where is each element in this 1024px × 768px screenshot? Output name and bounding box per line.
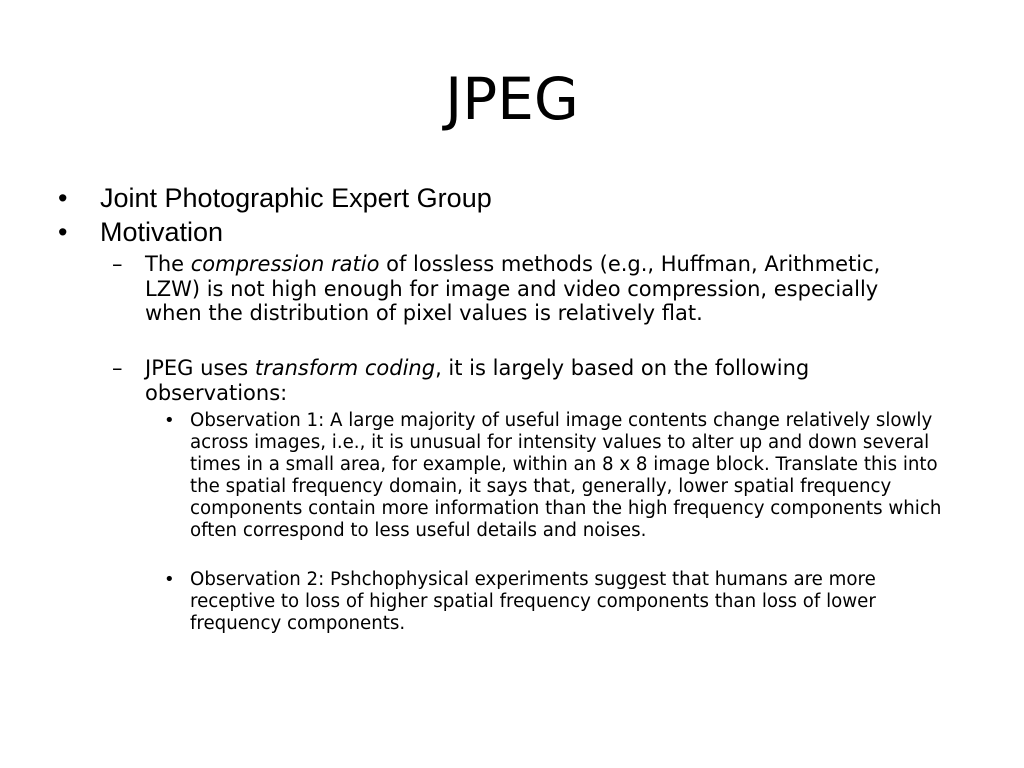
bullet-item-joint-photographic: Joint Photographic Expert Group [100,183,492,213]
bullet-marker: • [58,183,68,213]
sub-item-compression-ratio [145,252,935,326]
sub-item-text: of lossless methods (e.g., Huffman, Arithmetic, LZW) is not high enough for image and video compression, especially when the distribution of pixel values is relatively flat. [145,252,881,325]
observation-2: Observation 2: Pshchophysical experiments suggest that humans are more receptive to loss of higher spatial frequency components than loss of lower frequency components. [190,569,876,634]
sub-item-text: , it is largely based on the following observations: [145,356,810,405]
bullet-marker: • [164,410,175,431]
sub-item-emphasis: transform coding [254,356,436,380]
bullet-marker: • [164,569,175,590]
sub-item-text: The [145,252,191,276]
slide-title: JPEG [445,65,579,133]
bullet-marker: • [58,217,68,247]
dash-marker: – [112,252,123,276]
sub-item-transform-coding [145,356,935,405]
observation-1: Observation 1: A large majority of useful image contents change relatively slowly across images, i.e., it is unusual for intensity values to alter up and down several times in a small area, for example, within an 8 x 8 image block. Translate this into the spatial frequency domain, it says that, generally, lower spatial frequency components contain more information than the high frequency components which often correspond to less useful details and noises. [190,410,942,541]
sub-item-emphasis: compression ratio [190,252,380,276]
dash-marker: – [112,356,123,380]
bullet-item-motivation: Motivation [100,217,224,247]
sub-item-text: JPEG uses [145,356,255,380]
